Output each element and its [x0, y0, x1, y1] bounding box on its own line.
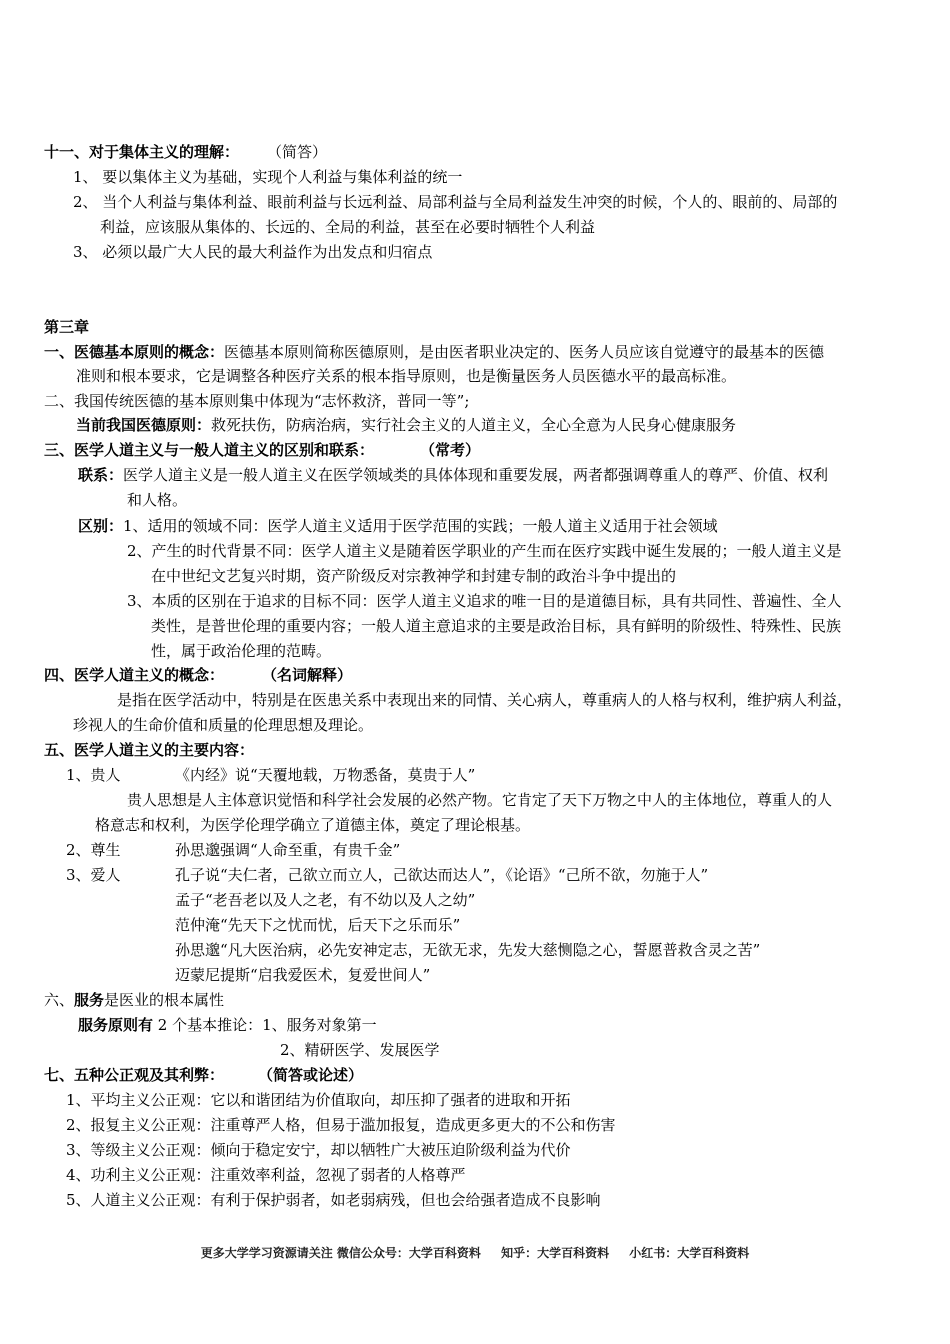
section-title: 三、医学人道主义与一般人道主义的区别和联系： [44, 441, 375, 459]
section-tag: （简答） [267, 143, 328, 161]
section-6 [44, 991, 224, 1010]
section-title: 四、医学人道主义的概念： [44, 666, 225, 684]
lianxi [78, 466, 828, 485]
section-title: 七、五种公正观及其利弊： [44, 1066, 225, 1084]
qubie-item-continuation: 在中世纪文艺复兴时期，资产阶级反对宗教神学和封建专制的政治斗争中提出的 [151, 567, 677, 585]
section-1 [44, 343, 824, 362]
content-item-quote: 孔子说“夫仁者，己欲立而立人，己欲达而达人”，《论语》“己所不欲，勿施于人” [175, 866, 709, 884]
content-item-quote: 迈蒙尼提斯“启我爱医术，复爱世间人” [175, 966, 431, 984]
service-principle-label: 服务原则有 [78, 1016, 154, 1034]
lianxi-text: 医学人道主义是一般人道主义在医学领域类的具体体现和重要发展，两者都强调尊重人的尊严、价值、权利 [123, 466, 829, 484]
list-item: 3、 必须以最广大人民的最大利益作为出发点和归宿点 [73, 243, 433, 261]
section-label: 一、医德基本原则的概念： [44, 343, 225, 361]
section-7-heading [44, 1066, 363, 1085]
footer-wechat: 更多大学学习资源请关注 微信公众号：大学百科资料 [200, 1246, 481, 1260]
content-item-quote: 孙思邈强调“人命至重，有贵千金” [175, 841, 401, 859]
qubie-item: 2、产生的时代背景不同：医学人道主义是随着医学职业的产生而在医疗实践中诞生发展的；一般人道主义是 [127, 542, 842, 560]
list-item: 2、报复主义公正观：注重尊严人格，但易于滥加报复，造成更多更大的不公和伤害 [66, 1116, 616, 1134]
section-tag: （简答或论述） [258, 1066, 364, 1084]
qubie [78, 517, 718, 536]
list-item-continuation: 利益，应该服从集体的、长远的、全局的利益，甚至在必要时牺牲个人利益 [100, 218, 596, 236]
footer-zhihu: 知乎：大学百科资料 [501, 1246, 610, 1260]
qubie-label: 区别： [78, 517, 124, 535]
content-item-quote: 范仲淹“先天下之忧而忧，后天下之乐而乐” [175, 916, 461, 934]
content-item-desc: 贵人思想是人主体意识觉悟和科学社会发展的必然产物。它肯定了天下万物之中人的主体地位，尊重人的人 [127, 791, 833, 809]
content-item-label: 1、贵人 [66, 766, 121, 784]
section-4-text-continuation: 珍视人的生命价值和质量的伦理思想及理论。 [73, 716, 374, 734]
content-item-quote: 孟子“老吾老以及人之老，有不幼以及人之幼” [175, 891, 476, 909]
footer-xiaohongshu: 小红书：大学百科资料 [629, 1246, 750, 1260]
lianxi-continuation: 和人格。 [127, 491, 188, 509]
section-4-text: 是指在医学活动中，特别是在医患关系中表现出来的同情、关心病人，尊重病人的人格与权利，维护病人利益， [117, 691, 853, 709]
list-item: 2、 当个人利益与集体利益、眼前利益与长远利益、局部利益与全局利益发生冲突的时候，个人的、眼前的、局部的 [73, 193, 838, 211]
current-principle [76, 416, 736, 435]
service-principle [78, 1016, 377, 1035]
page-footer [0, 1244, 950, 1261]
list-item: 4、功利主义公正观：注重效率利益，忽视了弱者的人格尊严 [66, 1166, 466, 1184]
section-2: 二、我国传统医德的基本原则集中体现为“志怀救济，普同一等”; [44, 392, 470, 410]
section-6-prefix: 六、 [44, 991, 75, 1009]
lianxi-label: 联系： [78, 466, 124, 484]
section-4-heading [44, 666, 352, 685]
qubie-item: 3、本质的区别在于追求的目标不同：医学人道主义追求的唯一目的是道德目标，具有共同性、普遍性、全人 [127, 592, 842, 610]
qubie-item-continuation: 性，属于政治伦理的范畴。 [151, 642, 332, 660]
section-text-continuation: 准则和根本要求，它是调整各种医疗关系的根本指导原则，也是衡量医务人员医德水平的最高标准。 [76, 367, 737, 385]
section-title: 十一、对于集体主义的理解： [44, 143, 240, 161]
list-item: 3、等级主义公正观：倾向于稳定安宁，却以牺牲广大被压迫阶级利益为代价 [66, 1141, 571, 1159]
section-6-bold: 服务 [74, 991, 105, 1009]
list-item: 5、人道主义公正观：有利于保护弱者，如老弱病残，但也会给强者造成不良影响 [66, 1191, 601, 1209]
section-11-heading [44, 143, 327, 162]
content-item-desc-continuation: 格意志和权利，为医学伦理学确立了道德主体，奠定了理论根基。 [95, 816, 531, 834]
chapter-heading: 第三章 [44, 318, 90, 336]
list-item: 1、平均主义公正观：它以和谐团结为价值取向，却压抑了强者的进取和开拓 [66, 1091, 571, 1109]
section-tag: （常考） [420, 441, 481, 459]
current-principle-label: 当前我国医德原则： [76, 416, 212, 434]
qubie-item-continuation: 类性，是普世伦理的重要内容；一般人道主意追求的主要是政治目标，具有鲜明的阶级性、特殊性、民族 [151, 617, 842, 635]
section-3-heading [44, 441, 480, 460]
current-principle-text: 救死扶伤，防病治病，实行社会主义的人道主义，全心全意为人民身心健康服务 [211, 416, 737, 434]
section-text: 医德基本原则简称医德原则，是由医者职业决定的、医务人员应该自觉遵守的最基本的医德 [224, 343, 825, 361]
qubie-item: 1、适用的领域不同：医学人道主义适用于医学范围的实践；一般人道主义适用于社会领域 [123, 517, 718, 535]
content-item-label: 2、尊生 [66, 841, 121, 859]
content-item-quote: 《内经》说“天覆地载，万物悉备，莫贵于人” [175, 766, 476, 784]
service-principle-text: 2 个基本推论：1、服务对象第一 [153, 1016, 377, 1034]
section-6-text: 是医业的根本属性 [104, 991, 225, 1009]
section-tag: （名词解释） [262, 666, 353, 684]
list-item: 1、 要以集体主义为基础，实现个人利益与集体利益的统一 [73, 168, 463, 186]
service-principle-item: 2、精研医学、发展医学 [280, 1041, 440, 1059]
content-item-quote: 孙思邈“凡大医治病，必先安神定志，无欲无求，先发大慈恻隐之心，誓愿普救含灵之苦” [175, 941, 761, 959]
content-item-label: 3、爱人 [66, 866, 121, 884]
section-5-heading: 五、医学人道主义的主要内容： [44, 741, 255, 759]
